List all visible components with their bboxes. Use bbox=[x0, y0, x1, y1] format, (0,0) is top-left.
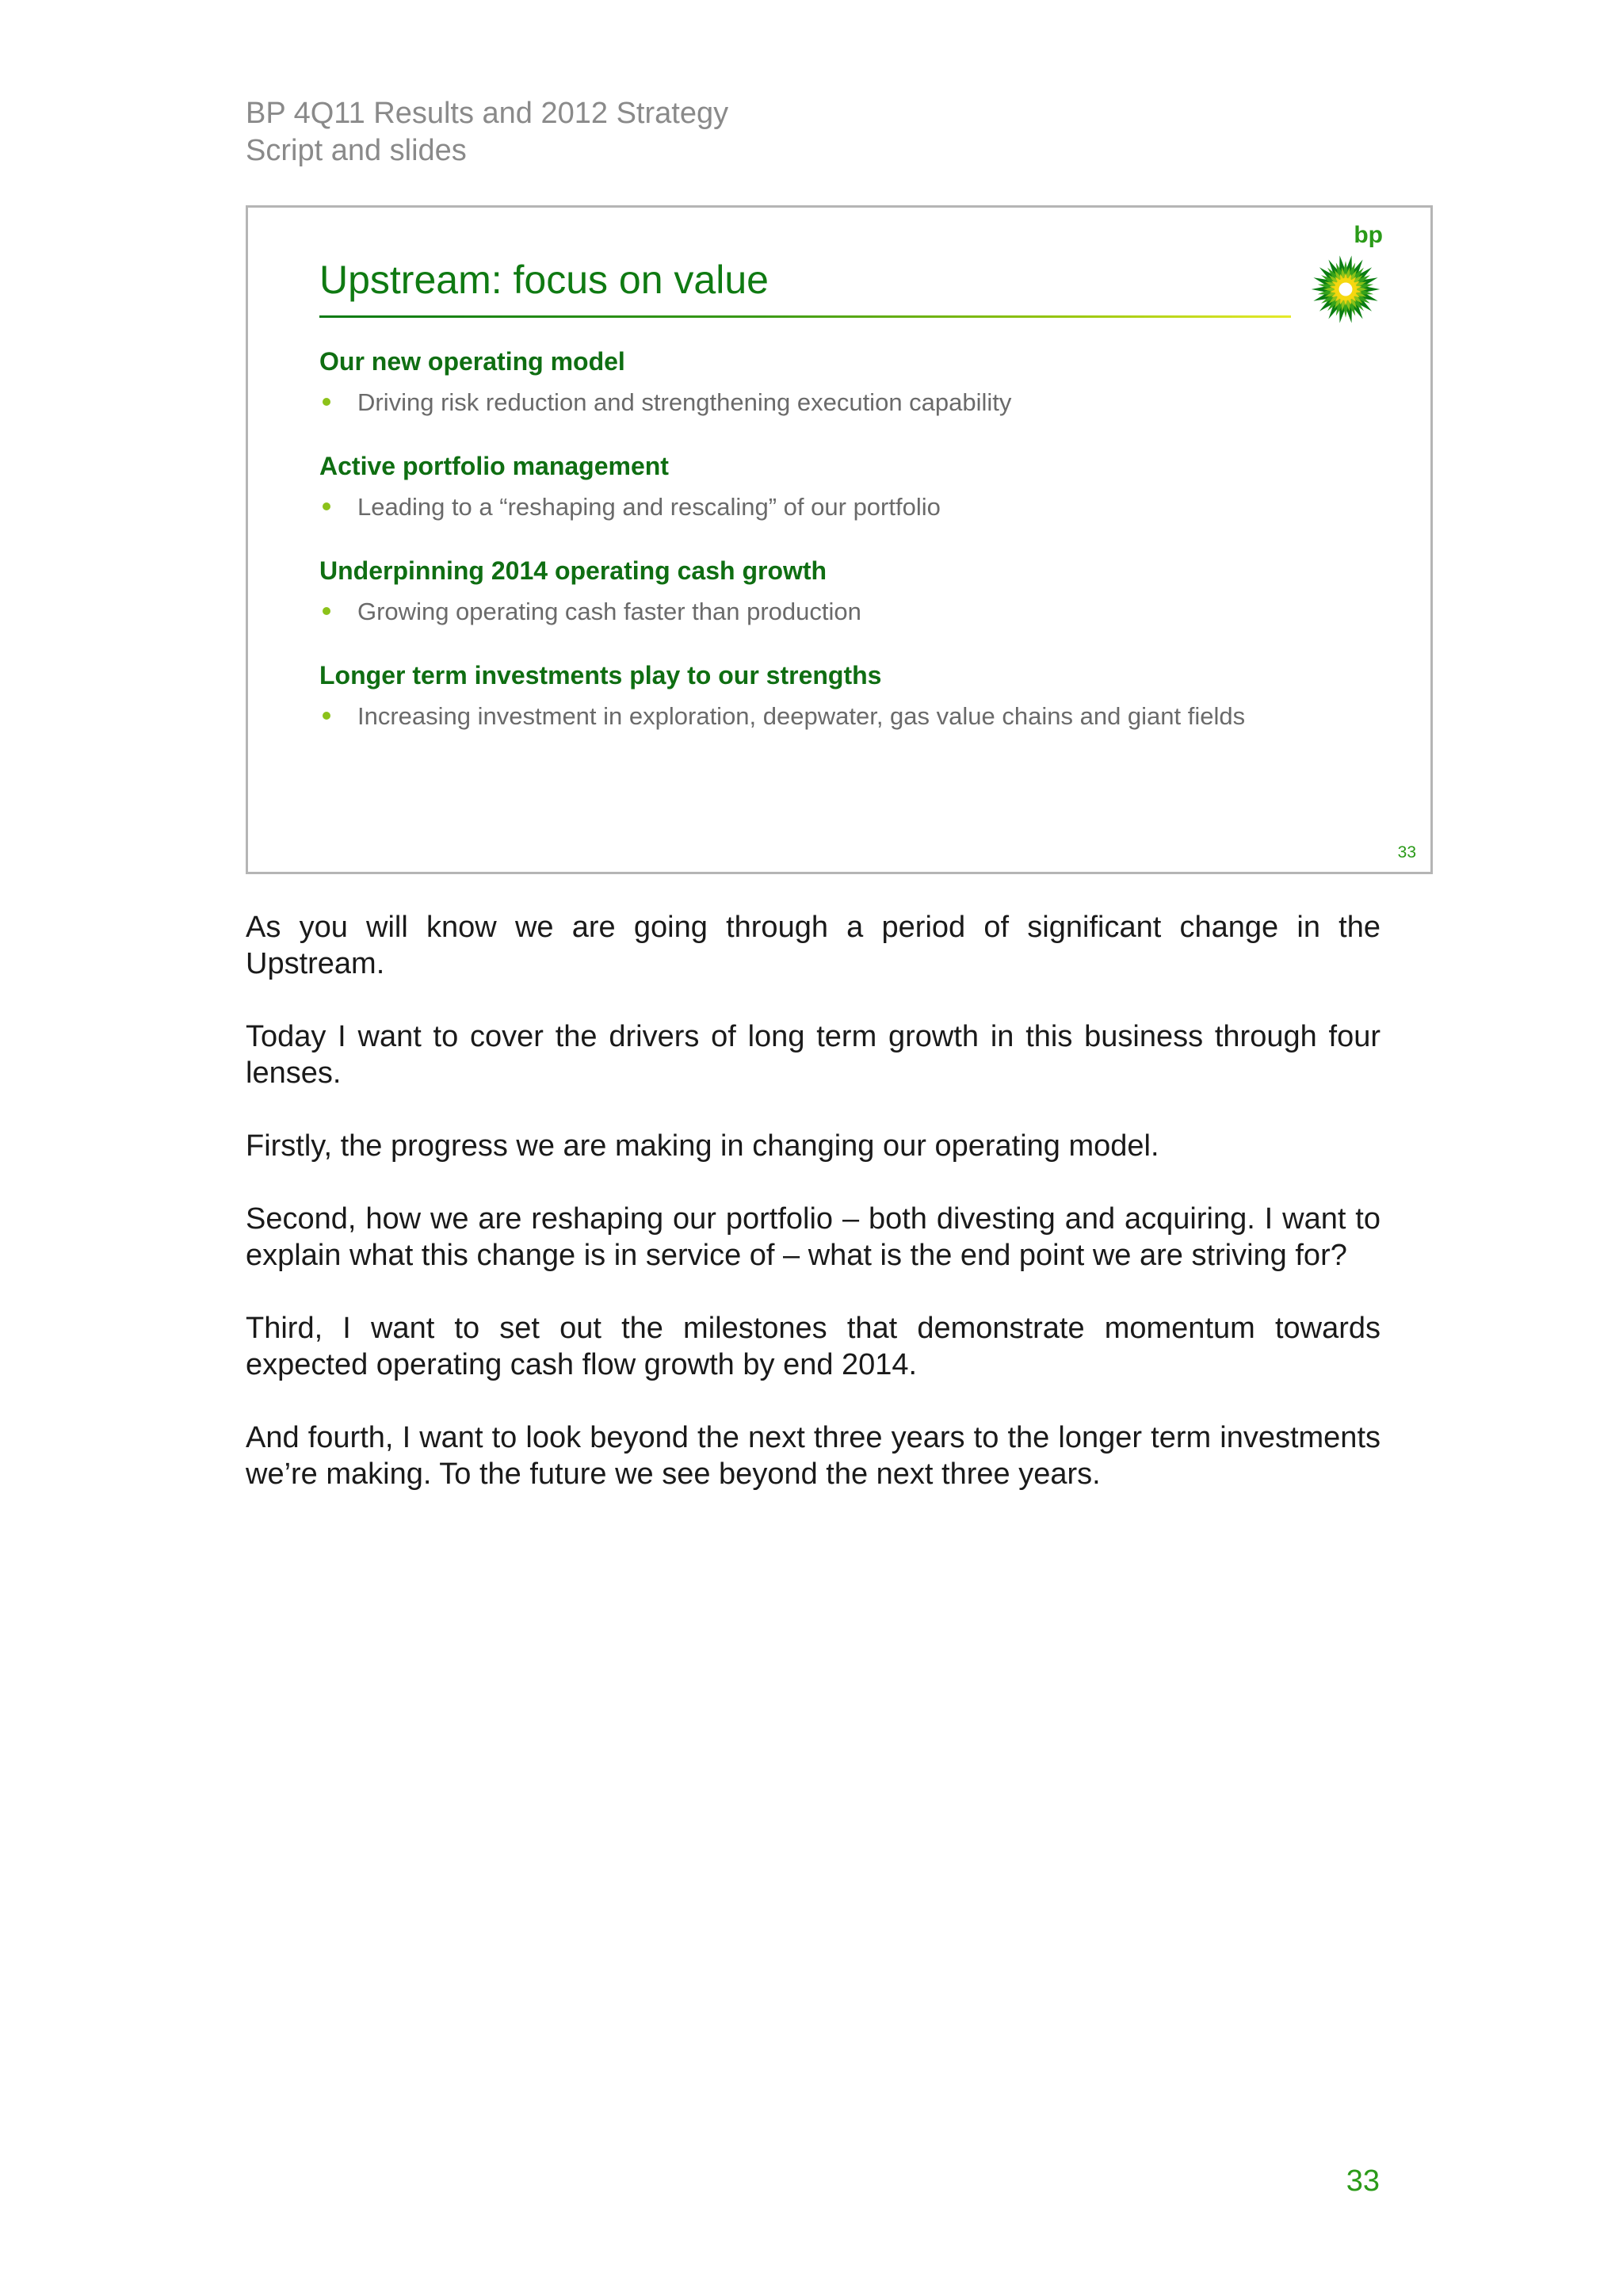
bullet-item bbox=[319, 491, 941, 523]
bp-logo bbox=[1302, 222, 1389, 325]
section-heading: Our new operating model bbox=[319, 347, 625, 376]
section-operating-model bbox=[319, 346, 1011, 418]
script-paragraph: Firstly, the progress we are making in changing our operating model. bbox=[246, 1129, 1159, 1163]
bp-logo-text: bp bbox=[1354, 222, 1383, 248]
section-cash-growth bbox=[319, 555, 861, 628]
bp-helios-logo-icon bbox=[1308, 252, 1383, 327]
slide-number: 33 bbox=[1397, 843, 1416, 861]
section-portfolio-management bbox=[319, 450, 941, 523]
bullet-item bbox=[319, 701, 1245, 732]
document-header bbox=[246, 95, 728, 170]
bullet-item bbox=[319, 596, 861, 628]
bullet-text: Growing operating cash faster than production bbox=[357, 598, 861, 625]
script-paragraph: Second, how we are reshaping our portfolio – both divesting and acquiring. I want to explain what this change is in service of – what is the end point we are striving for? bbox=[246, 1202, 1381, 1272]
bullet-text: Leading to a “reshaping and rescaling” of our portfolio bbox=[357, 493, 941, 521]
document-subtitle: Script and slides bbox=[246, 134, 467, 167]
script-paragraph: Third, I want to set out the milestones that demonstrate momentum towards expected operating cash flow growth by end 2014. bbox=[246, 1312, 1381, 1381]
bullet-dot-icon bbox=[323, 607, 330, 615]
script-paragraph: And fourth, I want to look beyond the next three years to the longer term investments we’re making. To the future we see beyond the next three years. bbox=[246, 1421, 1381, 1491]
bullet-item bbox=[319, 387, 1011, 418]
script-body bbox=[246, 909, 1381, 1529]
slide-frame bbox=[246, 205, 1433, 874]
slide-title: Upstream: focus on value bbox=[319, 258, 769, 302]
script-paragraph: Today I want to cover the drivers of long term growth in this business through four lenses. bbox=[246, 1020, 1381, 1090]
page-number: 33 bbox=[1346, 2164, 1380, 2198]
title-divider bbox=[319, 315, 1291, 318]
bullet-text: Driving risk reduction and strengthening execution capability bbox=[357, 388, 1012, 416]
bullet-text: Increasing investment in exploration, deepwater, gas value chains and giant fields bbox=[357, 702, 1246, 730]
section-heading: Longer term investments play to our strengths bbox=[319, 661, 882, 690]
bullet-dot-icon bbox=[323, 712, 330, 720]
bullet-dot-icon bbox=[323, 502, 330, 510]
section-heading: Underpinning 2014 operating cash growth bbox=[319, 556, 827, 585]
section-longer-term-investments bbox=[319, 659, 1245, 732]
section-heading: Active portfolio management bbox=[319, 452, 669, 480]
script-paragraph: As you will know we are going through a period of significant change in the Upstream. bbox=[246, 911, 1381, 980]
bullet-dot-icon bbox=[323, 398, 330, 406]
document-title: BP 4Q11 Results and 2012 Strategy bbox=[246, 97, 729, 130]
